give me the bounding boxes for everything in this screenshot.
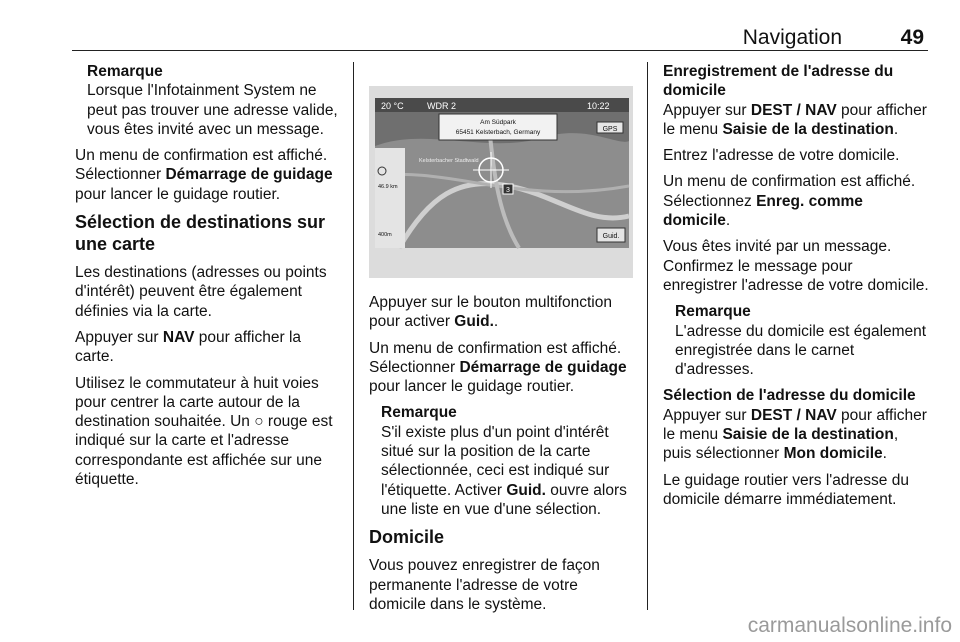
paragraph: Appuyer sur DEST / NAV pour afficher le menu Saisie de la destination, puis sélectionner Mon domicile. [663, 406, 927, 463]
page-header [72, 24, 928, 51]
clock: 10:22 [587, 101, 610, 111]
address-line-2: 65451 Kelsterbach, Germany [455, 129, 541, 136]
paragraph: Vous pouvez enregistrer de façon permanente l'adresse de votre domicile dans le système. [369, 557, 600, 613]
address-line-1: Am Südpark [480, 119, 516, 126]
paragraph: Un menu de confirmation est affiché. Sélectionner Démarrage de guidage pour lancer le guidage routier. [369, 339, 627, 396]
note-box [87, 62, 341, 139]
watermark: carmanualsonline.info [747, 614, 952, 637]
temperature-readout: 20 °C [381, 101, 404, 111]
scale-readout: 400m [378, 232, 392, 238]
paragraph: Un menu de confirmation est affiché. Sélectionner Démarrage de guidage pour lancer le guidage routier. [75, 147, 333, 203]
paragraph: Vous êtes invité par un message. Confirmez le message pour enregistrer l'adresse de votre domicile. [663, 238, 929, 294]
distance-readout: 46.9 km [378, 184, 398, 190]
subsection-heading: Sélection de l'adresse du domicile [663, 387, 916, 405]
poi-marker: 3 [506, 187, 510, 194]
section-heading: Sélection de destinations sur une carte [75, 212, 326, 255]
paragraph: Appuyer sur le bouton multifonction pour activer Guid.. [369, 294, 612, 331]
paragraph: Entrez l'adresse de votre domicile. [663, 147, 900, 165]
note-text: Lorsque l'Infotainment System ne peut pas trouver une adresse valide, vous êtes invité avec un message. [87, 82, 338, 138]
column-divider [647, 62, 648, 610]
column-3 [663, 62, 929, 516]
section-title: Navigation [742, 26, 842, 49]
column-2 [369, 293, 633, 621]
guid-button: Guid. [602, 233, 620, 240]
note-title: Remarque [381, 404, 457, 422]
note-text: L'adresse du domicile est également enregistrée dans le carnet d'adresses. [675, 322, 927, 379]
column-divider [353, 62, 354, 610]
note-title: Remarque [675, 303, 751, 321]
column-1 [75, 62, 341, 496]
road-label: Kelsterbacher Stadtwald [419, 158, 479, 164]
radio-station: WDR 2 [427, 101, 456, 111]
paragraph: Appuyer sur DEST / NAV pour afficher le menu Saisie de la destination. [663, 101, 927, 138]
infotainment-screenshot [369, 86, 633, 278]
paragraph: Appuyer sur NAV pour afficher la carte. [75, 328, 302, 366]
paragraph: Les destinations (adresses ou points d'intérêt) peuvent être également définies via la carte. [75, 264, 327, 320]
paragraph: Le guidage routier vers l'adresse du domicile démarre immédiatement. [663, 471, 909, 508]
paragraph: Un menu de confirmation est affiché. Sélectionnez Enreg. comme domicile. [663, 173, 916, 230]
gps-badge: GPS [602, 126, 618, 133]
note-title: Remarque [87, 63, 163, 80]
section-heading: Domicile [369, 527, 445, 548]
paragraph: Utilisez le commutateur à huit voies pour centrer la carte autour de la destination souhaitée. Un ○ rouge est indiqué sur la carte et l'adresse correspondante est affichée sur une étiquette. [75, 374, 333, 489]
note-box [675, 302, 929, 379]
map-display [369, 86, 633, 278]
page-number: 49 [900, 26, 924, 49]
note-box: Remarque S'il existe plus d'un point d'intérêt situé sur la position de la carte sélectionnée, ceci est indiqué sur l'étiquette. Activer Guid. ouvre alors une liste en vue d'une sélection. [381, 403, 633, 519]
subsection-heading: Enregistrement de l'adresse du domicile [663, 63, 894, 100]
